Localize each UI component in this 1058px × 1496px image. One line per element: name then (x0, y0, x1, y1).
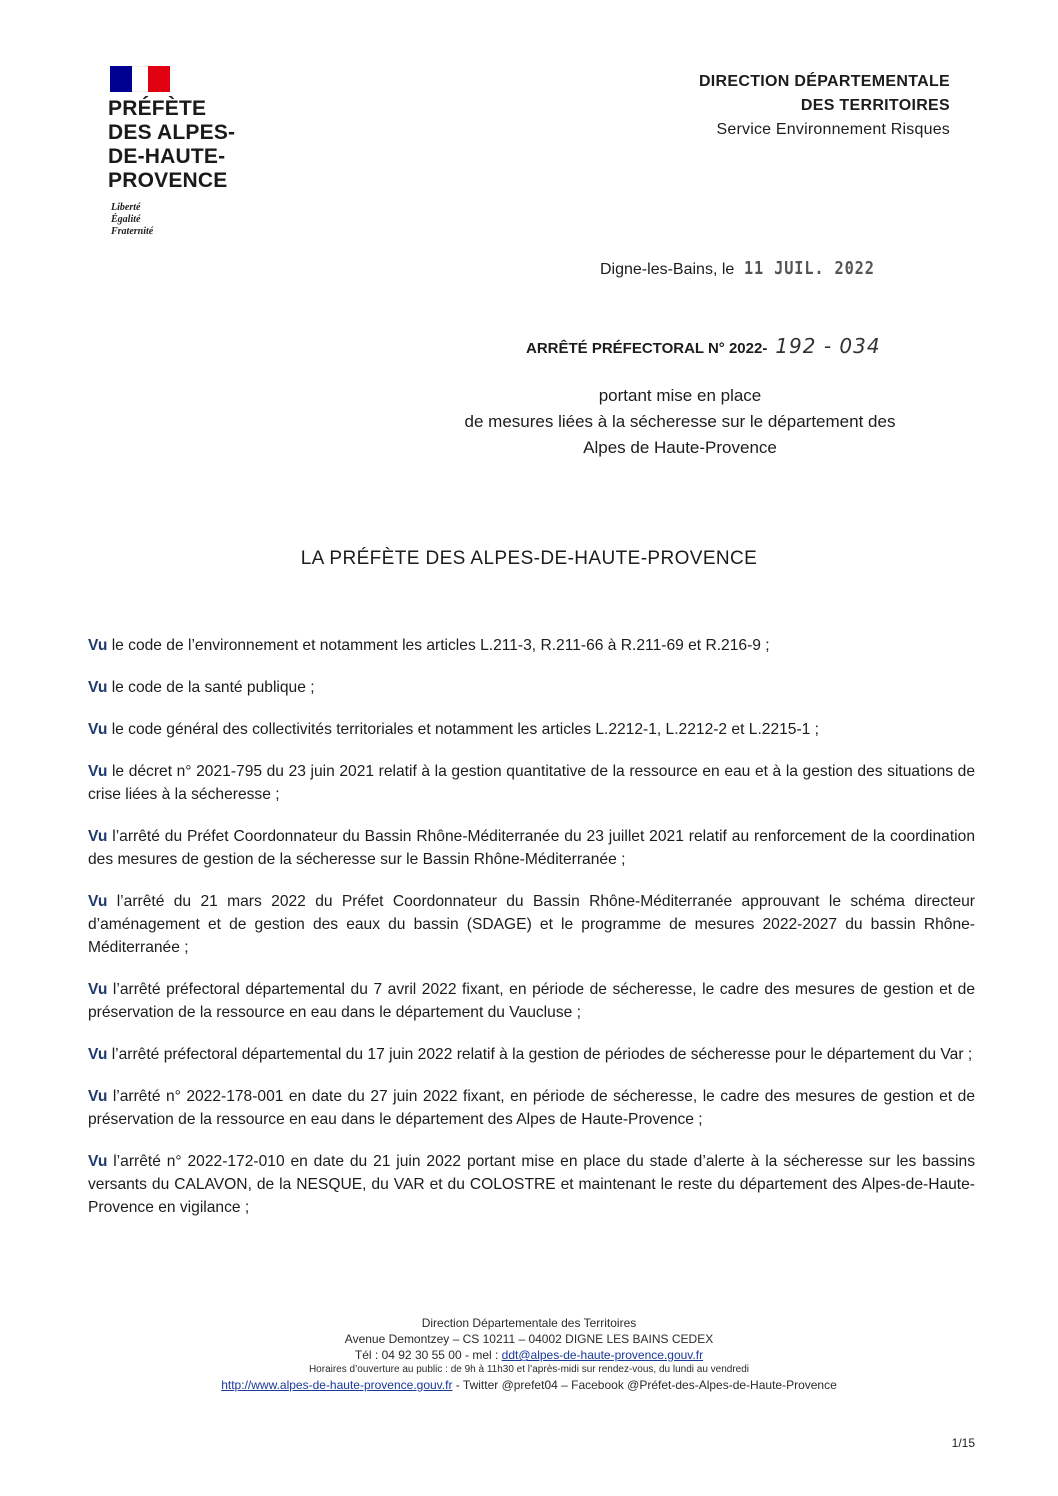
footer-hours: Horaires d’ouverture au public : de 9h à 11h30 et l’après-midi sur rendez-vous, du lundi au vendredi (308, 1364, 750, 1375)
footer-direction: Direction Départementale des Territoires (421, 1316, 637, 1330)
visa-text: l’arrêté préfectoral départemental du 7 avril 2022 fixant, en période de sécheresse, le cadre des mesures de gestion et de préservation de la ressource en eau dans le département du Vaucluse ; (88, 981, 975, 1021)
visa-paragraph (88, 1043, 975, 1066)
vu-label: Vu (88, 893, 108, 910)
vu-label: Vu (88, 763, 108, 780)
visa-text: l’arrêté préfectoral départemental du 17 juin 2022 relatif à la gestion de périodes de sécheresse pour le département du Var ; (107, 1046, 973, 1063)
vu-label: Vu (88, 1046, 108, 1063)
visa-list (88, 634, 975, 1238)
republic-motto (111, 202, 153, 238)
motto-liberte: Liberté (111, 202, 141, 213)
arrete-handwritten-number: 192 - 034 (775, 334, 881, 358)
page-footer (0, 1315, 1058, 1393)
visa-text: le code de l’environnement et notamment les articles L.211-3, R.211-66 à R.211-69 et R.216-9 ; (107, 637, 770, 654)
page-number: 1/15 (951, 1436, 975, 1450)
date-stamp: 11 JUIL. 2022 (744, 258, 876, 279)
date-place: Digne-les-Bains, le (600, 261, 735, 278)
vu-label: Vu (88, 1088, 108, 1105)
footer-address: Avenue Demontzey – CS 10211 – 04002 DIGNE LES BAINS CEDEX (344, 1332, 714, 1346)
visa-text: l’arrêté du 21 mars 2022 du Préfet Coordonnateur du Bassin Rhône-Méditerranée approuvant le schéma directeur d’aménagement et de gestion des eaux du bassin (SDAGE) et le programme de mesures 2022-2027 du bassin Rhône-Méditerranée ; (88, 893, 975, 956)
visa-text: le code général des collectivités territoriales et notamment les articles L.2212-1, L.2212-2 et L.2215-1 ; (107, 721, 819, 738)
visa-paragraph (88, 1085, 975, 1131)
footer-web (0, 1377, 1058, 1393)
issuing-direction (699, 70, 950, 142)
visa-text: l’arrêté n° 2022-172-010 en date du 21 juin 2022 portant mise en place du stade d’alerte à la sécheresse sur les bassins versants du CALAVON, de la NESQUE, du VAR et du COLOSTRE et maintenant le reste du département des Alpes-de-Haute-Provence en vigilance ; (88, 1153, 975, 1216)
prefecture-line: PRÉFÈTE (108, 97, 207, 120)
visa-text: l’arrêté du Préfet Coordonnateur du Bassin Rhône-Méditerranée du 23 juillet 2021 relatif au renforcement de la coordination des mesures de gestion de la sécheresse sur le Bassin Rhône-Méditerranée ; (88, 828, 975, 868)
visa-paragraph (88, 825, 975, 871)
arrete-subject (380, 383, 980, 461)
footer-email-link[interactable]: ddt@alpes-de-haute-provence.gouv.fr (501, 1348, 704, 1362)
marianne-flag-logo (110, 66, 170, 92)
prefecture-line: DES ALPES- (108, 121, 236, 144)
vu-label: Vu (88, 1153, 108, 1170)
visa-text: l’arrêté n° 2022-178-001 en date du 27 juin 2022 fixant, en période de sécheresse, le cadre des mesures de gestion et de préservation de la ressource en eau dans le département des Alpes de Haute-Provence ; (88, 1088, 975, 1128)
visa-paragraph (88, 676, 975, 699)
subject-line: Alpes de Haute-Provence (583, 438, 777, 457)
vu-label: Vu (88, 828, 108, 845)
service-name: Service Environnement Risques (716, 121, 950, 138)
vu-label: Vu (88, 721, 108, 738)
visa-paragraph (88, 978, 975, 1024)
footer-contact (0, 1347, 1058, 1363)
date-line (600, 258, 898, 279)
motto-egalite: Égalité (111, 214, 141, 225)
vu-label: Vu (88, 981, 108, 998)
vu-label: Vu (88, 637, 108, 654)
visa-text: le décret n° 2021-795 du 23 juin 2021 relatif à la gestion quantitative de la ressource en eau et à la gestion des situations de crise liées à la sécheresse ; (88, 763, 975, 803)
visa-paragraph (88, 1150, 975, 1219)
motto-fraternite: Fraternité (111, 226, 154, 237)
visa-paragraph (88, 890, 975, 959)
page-title: LA PRÉFÈTE DES ALPES-DE-HAUTE-PROVENCE (300, 548, 758, 569)
footer-website-link[interactable]: http://www.alpes-de-haute-provence.gouv.fr (221, 1378, 453, 1392)
subject-line: de mesures liées à la sécheresse sur le département des (464, 412, 896, 431)
vu-label: Vu (88, 679, 108, 696)
prefecture-name (108, 97, 308, 193)
subject-line: portant mise en place (598, 386, 762, 405)
arrete-number (526, 334, 881, 358)
direction-line-1: DIRECTION DÉPARTEMENTALE (698, 73, 950, 90)
footer-tel: Tél : 04 92 30 55 00 - mel : (354, 1348, 502, 1362)
arrete-number-label: ARRÊTÉ PRÉFECTORAL N° 2022- (526, 340, 768, 357)
visa-paragraph (88, 718, 975, 741)
footer-social: - Twitter @prefet04 – Facebook @Préfet-des-Alpes-de-Haute-Provence (452, 1378, 837, 1392)
visa-text: le code de la santé publique ; (107, 679, 315, 696)
visa-paragraph (88, 634, 975, 657)
prefecture-line: DE-HAUTE- (108, 145, 226, 168)
visa-paragraph (88, 760, 975, 806)
direction-line-2: DES TERRITOIRES (800, 97, 950, 114)
prefecture-line: PROVENCE (108, 169, 228, 192)
